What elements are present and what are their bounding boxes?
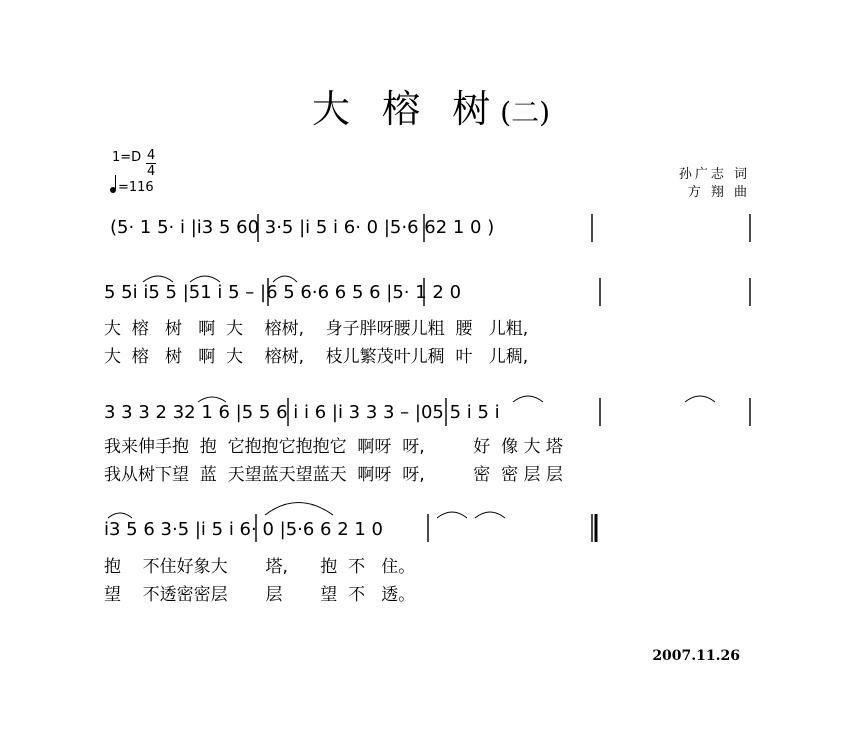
meter-bottom: 4 (147, 164, 156, 179)
date-stamp: 2007.11.26 (652, 648, 740, 664)
notes-line-4: i3 5 6 3·5 |i 5 i 6· 0 |5·6 6 2 1 0 (104, 519, 384, 540)
lyric-line-2: 大 榕 树 啊 大 榕树, 枝儿繁茂叶儿稠 叶 儿稠, (104, 347, 529, 367)
tempo-value: =116 (118, 180, 154, 195)
lyric-line-5: 抱 不住好象大 塔, 抱 不 住。 (104, 557, 416, 577)
lyric-line-3: 我来伸手抱 抱 它抱抱它抱抱它 啊呀 呀, 好 像 大 塔 (104, 437, 563, 457)
slur (108, 513, 132, 518)
notes-line-1: (5· 1 5· i |i3 5 60 3·5 |i 5 i 6· 0 |5·6 62 1 0 ) (110, 217, 495, 238)
lyric-line-4: 我从树下望 蓝 天望蓝天望蓝天 啊呀 呀, 密 密 层 层 (104, 465, 563, 485)
slur (685, 396, 715, 402)
slur (513, 396, 543, 402)
lyricist-credit: 孙广志 词 (678, 167, 750, 182)
key-signature: 1=D (112, 150, 142, 165)
slur (475, 512, 505, 518)
composer-credit: 方 翔 曲 (687, 185, 750, 200)
meter-top: 4 (147, 148, 156, 163)
song-title-main: 大 榕 树 (311, 87, 501, 131)
notes-line-2: 5 5i i5 5 |51 i 5 – |6 5 6·6 6 5 6 |5· 1 2 0 (104, 282, 462, 303)
song-title-sub: (二) (500, 96, 551, 129)
slur (265, 503, 333, 516)
notes-line-3: 3 3 3 2 32 1 6 |5 5 6 i i 6 |i 3 3 3 – |05 5 i 5 i (104, 402, 500, 423)
slur (437, 512, 467, 518)
lyric-line-1: 大 榕 树 啊 大 榕树, 身子胖呀腰儿粗 腰 儿粗, (104, 319, 529, 339)
lyric-line-6: 望 不透密密层 层 望 不 透。 (104, 585, 416, 605)
